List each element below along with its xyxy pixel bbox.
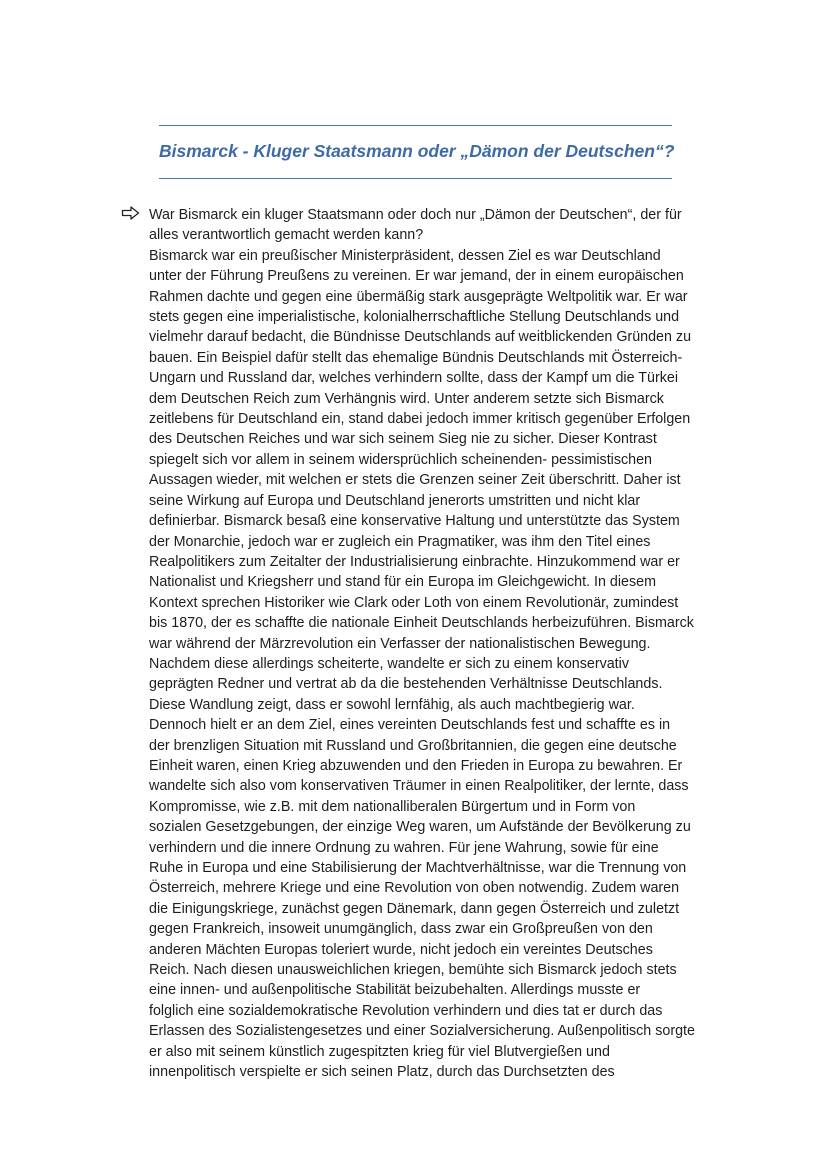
text-line: Einheit waren, einen Krieg abzuwenden und den Frieden in Europa zu bewahren. Er: [149, 757, 683, 774]
text-line: Rahmen dachte und gegen eine übermäßig stark ausgeprägte Weltpolitik war. Er war: [149, 288, 688, 305]
text-line: verhindern und die innere Ordnung zu wahren. Für jene Wahrung, sowie für eine: [149, 839, 659, 856]
text-line: Diese Wandlung zeigt, dass er sowohl lernfähig, als auch machtbegierig war.: [149, 696, 635, 713]
text-line: Kontext sprechen Historiker wie Clark oder Loth von einem Revolutionär, zumindest: [149, 594, 679, 611]
text-line: Aussagen wieder, mit welchen er stets die Grenzen seiner Zeit überschritt. Daher ist: [149, 472, 681, 489]
text-line: Realpolitikers zum Zeitalter der Industrialisierung einbrachte. Hinzukommend war er: [149, 553, 680, 570]
text-line: er also mit seinem künstlich zugespitzten krieg für viel Blutvergießen und: [149, 1043, 610, 1060]
text-line: folglich eine sozialdemokratische Revolution verhindern und dies tat er durch das: [149, 1002, 663, 1019]
text-line: dem Deutschen Reich zum Verhängnis wird. Unter anderem setzte sich Bismarck: [149, 390, 664, 407]
title-bottom-rule: [159, 178, 672, 179]
text-line: bauen. Ein Beispiel dafür stellt das ehemalige Bündnis Deutschlands mit Österreich-: [149, 349, 683, 366]
text-line: Reich. Nach diesen unausweichlichen kriegen, bemühte sich Bismarck jedoch stets: [149, 962, 677, 979]
document-title: Bismarck - Kluger Staatsmann oder „Dämon der Deutschen“?: [159, 141, 675, 161]
text-line: seine Wirkung auf Europa und Deutschland jenerorts umstritten und nicht klar: [149, 492, 641, 509]
text-line: innenpolitisch verspielte er sich seinen Platz, durch das Durchsetzten des: [149, 1064, 615, 1081]
text-line: alles verantwortlich gemacht werden kann?: [149, 227, 424, 244]
text-line: eine innen- und außenpolitische Stabilität beizubehalten. Allerdings musste er: [149, 982, 641, 999]
text-line: Ruhe in Europa und eine Stabilisierung der Machtverhältnisse, war die Trennung von: [149, 860, 687, 876]
text-line: Nachdem diese allerdings scheiterte, wandelte er sich zu einem konservativ: [149, 655, 629, 672]
text-line: Ungarn und Russland dar, welches verhindern sollte, dass der Kampf um die Türkei: [149, 370, 678, 387]
text-line: sozialen Gesetzgebungen, der einzige Weg waren, um Aufstände der Bevölkerung zu: [149, 819, 691, 836]
text-line: geprägten Redner und vertrat ab da die bestehenden Verhältnisse Deutschlands.: [149, 676, 663, 693]
text-line: bis 1870, der es schaffte die nationale Einheit Deutschlands herbeizuführen. Bismarck: [149, 615, 694, 632]
text-line: der brenzligen Situation mit Russland und Großbritannien, die gegen eine deutsche: [149, 737, 677, 754]
text-line: Dennoch hielt er an dem Ziel, eines vereinten Deutschlands fest und schaffte es in: [149, 717, 671, 734]
text-line: die Einigungskriege, zunächst gegen Dänemark, dann gegen Österreich und zuletzt: [149, 900, 680, 917]
title-top-rule: [159, 125, 672, 126]
text-line: spiegelt sich vor allem in seinem widersprüchlich scheinenden- pessimistischen: [149, 451, 653, 468]
text-line: anderen Mächten Europas toleriert wurde, nicht jedoch ein vereintes Deutsches: [149, 941, 653, 958]
text-line: zeitlebens für Deutschland ein, stand dabei jedoch immer kritisch gegenüber Erfolgen: [149, 411, 691, 428]
text-line: vielmehr darauf bedacht, die Bündnisse Deutschlands auf weitblickenden Gründen zu: [149, 329, 692, 346]
text-line: Nationalist und Kriegsherr und stand für ein Europa im Gleichgewicht. In diesem: [149, 574, 657, 591]
text-line: wandelte sich also vom konservativen Träumer in einen Realpolitiker, der lernte, dass: [149, 778, 689, 795]
text-line: des Deutschen Reiches und war sich seinem Sieg nie zu sicher. Dieser Kontrast: [149, 431, 657, 448]
text-line: Kompromisse, wie z.B. mit dem nationalliberalen Bürgertum und in Form von: [149, 798, 636, 815]
text-line: der Monarchie, jedoch war er zugleich ein Pragmatiker, was ihm den Titel eines: [149, 533, 651, 550]
text-line: Erlassen des Sozialistengesetzes und einer Sozialversicherung. Außenpolitisch sorgte: [149, 1023, 695, 1040]
text-line: War Bismarck ein kluger Staatsmann oder doch nur „Dämon der Deutschen“, der für: [149, 207, 682, 223]
arrow-right-icon: [121, 205, 141, 221]
text-line: stets gegen eine imperialistische, kolonialherrschaftliche Stellung Deutschlands und: [149, 309, 680, 326]
text-line: war während der Märzrevolution ein Verfasser der nationalistischen Bewegung.: [149, 635, 651, 652]
text-line: unter der Führung Preußens zu vereinen. Er war jemand, der in einem europäischen: [149, 268, 684, 285]
text-line: gegen Frankreich, insoweit unumgänglich, dass zwar ein Großpreußen von den: [149, 921, 653, 938]
text-line: definierbar. Bismarck besaß eine konservative Haltung und unterstützte das System: [149, 513, 680, 530]
text-line: Österreich, mehrere Kriege und eine Revolution von oben notwendig. Zudem waren: [149, 880, 680, 897]
body-paragraph: [149, 205, 749, 1082]
text-line: Bismarck war ein preußischer Ministerpräsident, dessen Ziel es war Deutschland: [149, 247, 661, 264]
